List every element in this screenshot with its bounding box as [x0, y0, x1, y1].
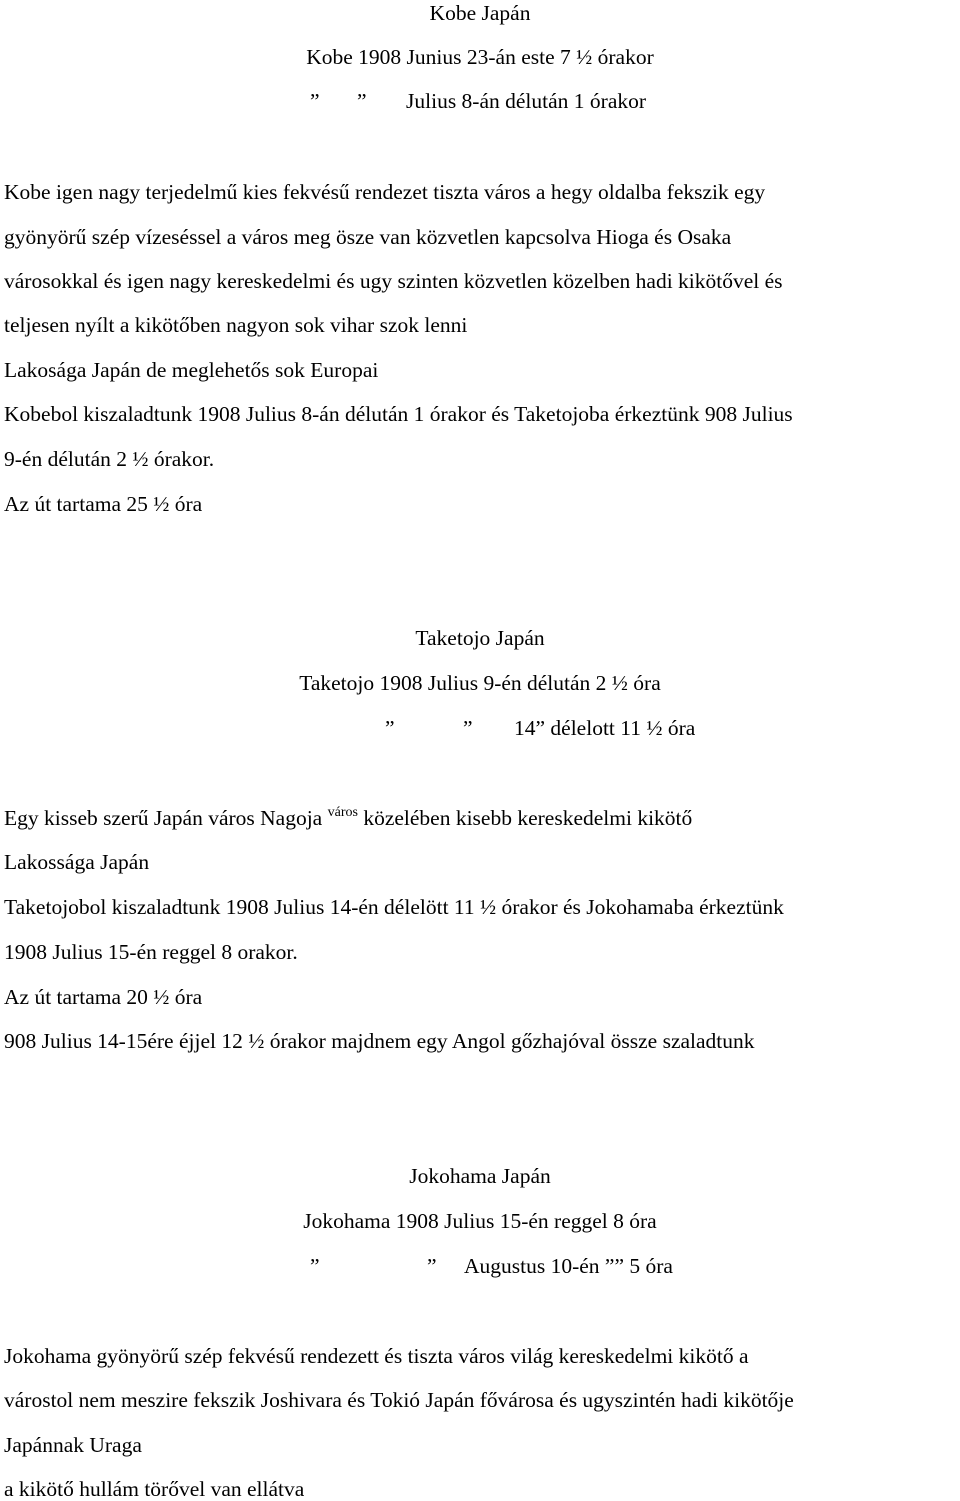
text-segment: közelében kisebb kereskedelmi kikötő — [363, 806, 693, 830]
paragraph-line: Japánnak Uraga — [4, 1433, 142, 1457]
paragraph-line: 908 Julius 14-15ére éjjel 12 ½ órakor majdnem egy Angol gőzhajóval össze szaladtunk — [4, 1029, 755, 1053]
section-heading-kobe: Kobe Japán — [429, 1, 531, 25]
paragraph-line: 9-én délután 2 ½ órakor. — [4, 447, 215, 471]
arrival-line-kobe: Kobe 1908 Junius 23-án este 7 ½ órakor — [306, 45, 654, 69]
paragraph-line: várostol nem meszire fekszik Joshivara és Tokió Japán fővárosa és ugyszintén hadi kikötője — [4, 1388, 794, 1412]
paragraph-line: 1908 Julius 15-én reggel 8 orakor. — [4, 940, 298, 964]
paragraph-line: városokkal és igen nagy kereskedelmi és ugy szinten közvetlen közelben hadi kikötővel és — [4, 269, 783, 293]
paragraph-line: Kobebol kiszaladtunk 1908 Julius 8-án délután 1 órakor és Taketojoba érkeztünk 908 Julius — [4, 402, 793, 426]
ditto-mark: ” — [357, 89, 367, 113]
ditto-mark: ” — [310, 1254, 320, 1278]
departure-line-taketojo: 14” délelott 11 ½ óra — [514, 716, 696, 740]
paragraph-line: Lakossága Japán — [4, 850, 150, 874]
paragraph-line: Taketojobol kiszaladtunk 1908 Julius 14-én délelött 11 ½ órakor és Jokohamaba érkeztünk — [4, 895, 784, 919]
ditto-mark: ” — [385, 716, 395, 740]
paragraph-line: Lakosága Japán de meglehetős sok Europai — [4, 358, 379, 382]
paragraph-line: Jokohama gyönyörű szép fekvésű rendezett és tiszta város világ kereskedelmi kikötő a — [4, 1344, 749, 1368]
paragraph-line: Az út tartama 20 ½ óra — [4, 985, 203, 1009]
paragraph-line: gyönyörű szép vízeséssel a város meg ösze van közvetlen kapcsolva Hioga és Osaka — [4, 225, 732, 249]
arrival-line-jokohama: Jokohama 1908 Julius 15-én reggel 8 óra — [303, 1209, 657, 1233]
paragraph-line: teljesen nyílt a kikötőben nagyon sok vihar szok lenni — [4, 313, 468, 337]
departure-line-jokohama: Augustus 10-én ”” 5 óra — [464, 1254, 673, 1278]
section-heading-taketojo: Taketojo Japán — [415, 626, 545, 650]
paragraph-line: Kobe igen nagy terjedelmű kies fekvésű rendezet tiszta város a hegy oldalba fekszik egy — [4, 180, 766, 204]
arrival-line-taketojo: Taketojo 1908 Julius 9-én délután 2 ½ óra — [299, 671, 661, 695]
departure-line-kobe: Julius 8-án délután 1 órakor — [406, 89, 647, 113]
ditto-mark: ” — [463, 716, 473, 740]
paragraph-line: Az út tartama 25 ½ óra — [4, 492, 203, 516]
ditto-mark: ” — [427, 1254, 437, 1278]
paragraph-line: a kikötő hullám törővel van ellátva — [4, 1477, 305, 1501]
text-segment: Egy kisseb szerű Japán város Nagoja — [4, 806, 323, 830]
ditto-mark: ” — [310, 89, 320, 113]
paragraph-line — [4, 805, 960, 830]
section-heading-jokohama: Jokohama Japán — [409, 1164, 551, 1188]
superscript-insertion: város — [327, 805, 358, 820]
